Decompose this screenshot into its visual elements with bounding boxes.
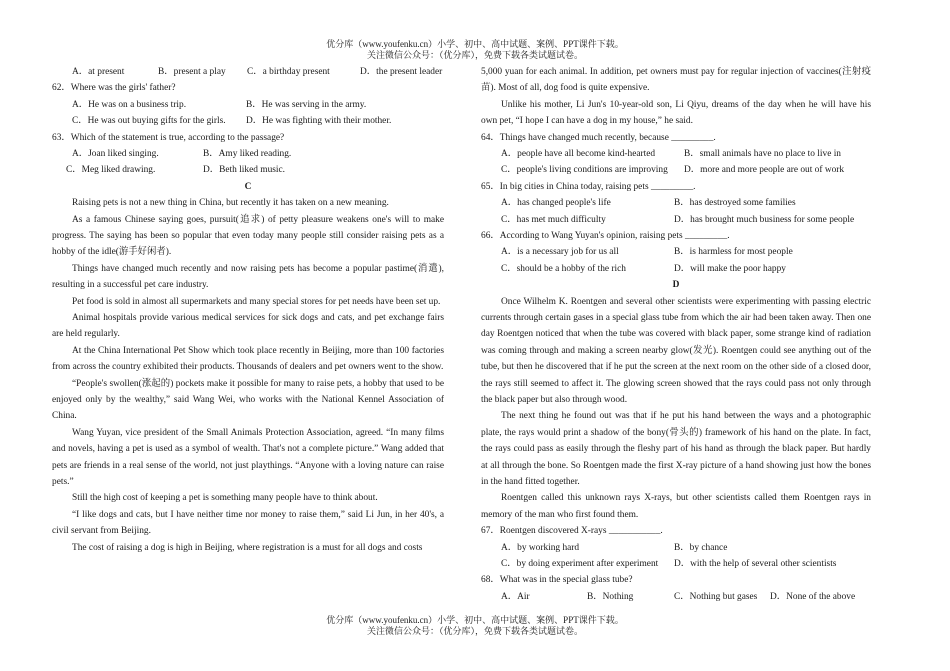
q66-option-d: D．will make the poor happy [674,263,786,274]
q64-option-c: C．people's living conditions are improving [501,165,668,176]
q64-stem: 64．Things have changed much recently, because _________. [481,132,716,143]
page-footer [0,615,950,637]
q62-option-a: A．He was on a business trip. [72,99,187,110]
q65-stem: 65．In big cities in China today, raising pets _________. [481,181,696,192]
q61-option-a: A．at present [72,67,125,77]
page-header [0,39,950,61]
passage-c-paragraph: Animal hospitals provide various medical services for sick dogs and cats, and pet exchange fairs are held regularly. [52,312,444,340]
q64-option-d: D．more and more people are out of work [684,165,845,176]
q62-stem: 62．Where was the girls' father? [52,83,176,94]
q65-option-c: C．has met much difficulty [501,214,606,225]
right-column [481,64,871,605]
passage-c-continued: 5,000 yuan for each animal. In addition, pet owners must pay for regular injection of vaccines(注射疫苗). Most of all, dog food is quite expensive. [481,67,871,94]
passage-c-paragraph: As a famous Chinese saying goes, pursuit(追求) of petty pleasure weakens one's will to make progress. The saying has been so popular that even today many people still consider raising pets as a hobby of the idle(游手好闲者). [52,214,444,258]
q68-option-c: C．Nothing but gases [674,591,758,602]
q61-option-b: B．present a play [158,67,226,77]
passage-c-label: C [244,181,252,192]
q63-option-a: A．Joan liked singing. [72,148,159,159]
q64-option-b: B．small animals have no place to live in [684,149,841,160]
q67-option-c: C．by doing experiment after experiment [501,559,659,569]
q68-option-b: B．Nothing [587,591,634,602]
q67-option-b: B．by chance [674,542,728,553]
passage-c-paragraph: Pet food is sold in almost all supermarkets and many special stores for pet needs have been set up. [72,296,441,307]
q67-options-row1 [481,540,871,556]
passage-c-paragraph: Raising pets is not a new thing in China, but recently it has taken on a new meaning. [72,198,389,209]
q65-option-b: B．has destroyed some families [674,198,796,209]
q66-option-b: B．is harmless for most people [674,247,793,258]
q66-option-a: A．is a necessary job for us all [501,247,619,258]
q63-option-d: D．Beth liked music. [203,165,286,176]
q62-options-row2 [52,113,444,129]
passage-c-paragraph: “People's swollen(涨起的) pockets make it possible for many to raise pets, a hobby that used to be enjoyed only by the wealthy,” said Wang Wei, who works with the National Kennel Association of China. [52,378,444,422]
q63-options-row1 [52,146,444,162]
q65-options-row1 [481,195,871,211]
q67-options-row2 [481,556,871,572]
q63-options-row2 [52,162,444,178]
q64-option-a: A．people have all become kind-hearted [501,149,656,160]
q63-stem: 63．Which of the statement is true, according to the passage? [52,132,285,143]
q66-stem: 66．According to Wang Yuyan's opinion, raising pets _________. [481,230,730,241]
q63-option-b: B．Amy liked reading. [203,148,292,159]
q66-options-row1 [481,244,871,260]
q61-options [52,64,444,80]
passage-d-paragraph: The next thing he found out was that if he put his hand between the ways and a photographic plate, the rays would print a shadow of the bony(骨头的) framework of his hand on the plate. In fact, the rays could pass as easily through the fleshy part of his hand as through the black paper. But hardly at all through the bone. So Roentgen made the first X-ray picture of a hand showing just how the bones in the hand fitted together. [481,411,871,487]
header-line-1: 优分库（www.youfenku.cn）小学、初中、高中试题、案例、PPT课件下载。 [326,39,624,49]
q65-option-a: A．has changed people's life [501,198,611,209]
q68-options [481,589,871,605]
q68-option-d: D．None of the above [770,591,856,602]
passage-c-paragraph: Wang Yuyan, vice president of the Small Animals Protection Association, agreed. “In many films and novels, having a pet is used as a symbol of wealth. That's not a complete picture.” Wang added that pets are friends in a real sense of the world, not just playthings. “Anyone with a loving nature can raise pets.” [52,427,444,488]
q64-options-row1 [481,146,871,162]
passage-c-paragraph: “I like dogs and cats, but I have neither time nor money to raise them,” said Li Jun, in her 40's, a civil servant from Beijing. [52,509,444,537]
passage-d-label: D [672,280,680,291]
q66-option-c: C．should be a hobby of the rich [501,263,626,274]
passage-c-paragraph: Unlike his mother, Li Jun's 10-year-old son, Li Qiyu, dreams of the day when he will have his own pet, “I hope I can have a dog in my house,” he said. [481,99,871,127]
passage-c-paragraph: At the China International Pet Show which took place recently in Beijing, more than 100 factories from across the country exhibited their products. Thousands of dealers and pet owners went to the show. [52,345,444,373]
q62-options-row1 [52,97,444,113]
left-column [52,64,444,556]
passage-c-paragraph: Things have changed much recently and now raising pets has become a popular pastime(消遣), resulting in a successful pet care industry. [52,263,444,291]
passage-d-paragraph: Roentgen called this unknown rays X-rays, but other scientists called them Roentgen rays in memory of the man who first found them. [481,493,871,520]
q68-stem: 68．What was in the special glass tube? [481,575,633,586]
q67-option-d: D．with the help of several other scientists [674,559,837,569]
q61-option-c: C．a birthday present [247,67,330,77]
q63-option-c: C．Meg liked drawing. [66,165,156,176]
q62-option-c: C．He was out buying gifts for the girls. [72,116,226,127]
q66-options-row2 [481,261,871,277]
q67-option-a: A．by working hard [501,542,580,553]
header-line-2: 关注微信公众号：（优分库），免费下载各类试题试卷。 [366,50,583,60]
q62-option-b: B．He was serving in the army. [246,99,367,110]
footer-line-2: 关注微信公众号：（优分库），免费下载各类试题试卷。 [366,626,583,636]
q68-option-a: A．Air [501,591,530,602]
q65-option-d: D．has brought much business for some people [674,214,855,225]
footer-line-1: 优分库（www.youfenku.cn）小学、初中、高中试题、案例、PPT课件下载。 [326,615,624,625]
q65-options-row2 [481,212,871,228]
q64-options-row2 [481,162,871,178]
q67-stem: 67．Roentgen discovered X-rays ___________. [481,526,663,537]
passage-c-paragraph: Still the high cost of keeping a pet is something many people have to think about. [72,493,378,504]
q61-option-d: D．the present leader [360,67,443,77]
passage-d-paragraph: Once Wilhelm K. Roentgen and several other scientists were experimenting with passing electric currents through certain gases in a special glass tube from which the air had been taken away. Then one day Roentgen noticed that when the tube was covered with black paper, some strange kind of radiation was coming through and making a screen nearby glow(发光). Roentgen could see anything out of the tube, but then he discovered that if he put the screen at the next room on the other side of a closed door, the rays still seemed to affect it. The glowing screen showed that the rays could pass not only through the black paper but also through wood. [481,296,871,405]
q62-option-d: D．He was fighting with their mother. [246,116,392,127]
passage-c-paragraph: The cost of raising a dog is high in Beijing, where registration is a must for all dogs and costs [72,542,423,553]
